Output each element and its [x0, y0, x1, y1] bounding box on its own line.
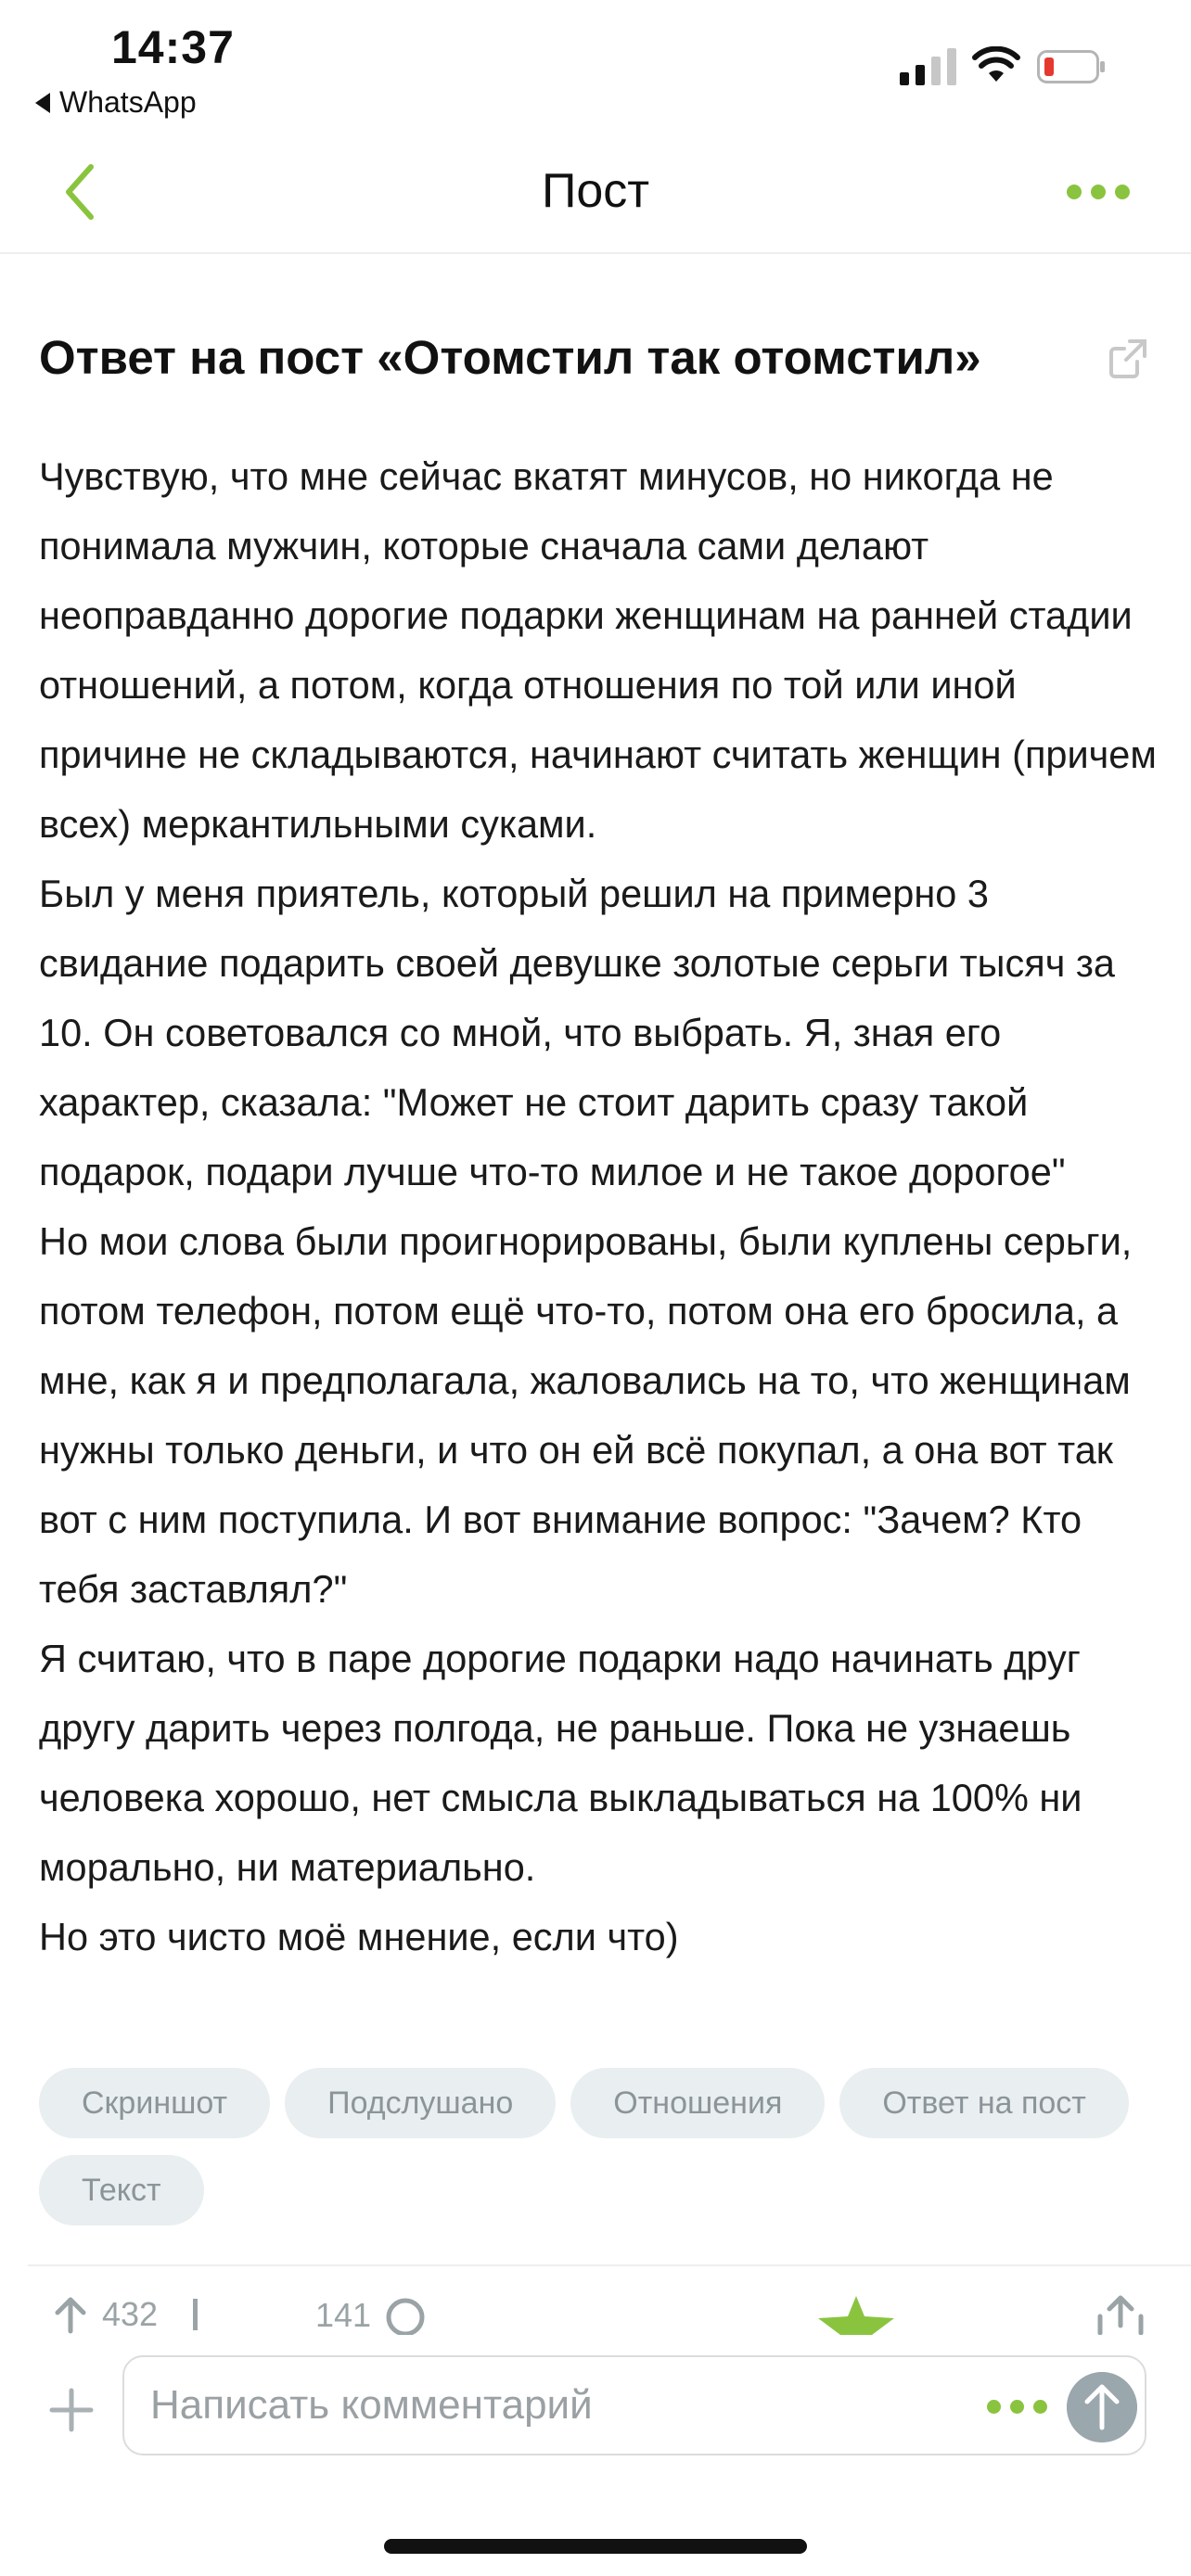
post-body: [39, 441, 1161, 1971]
cellular-signal-icon: [900, 48, 959, 85]
rating-divider: [193, 2299, 198, 2330]
upvote-arrow-icon[interactable]: [52, 2294, 89, 2335]
tag-chip[interactable]: Ответ на пост: [839, 2068, 1129, 2138]
share-external-icon[interactable]: [1106, 336, 1150, 380]
send-arrow-icon[interactable]: [1067, 2372, 1137, 2442]
post-paragraph: Но мои слова были проигнорированы, были куплены серьги, потом телефон, потом ещё что-то, потом она его бросила, а мне, как я и предполагала, жаловались на то, что женщинам нужны только деньги, и что он ей всё покупал, а она вот так вот с ним поступила. И вот внимание вопрос: "Зачем? Кто тебя заставлял?": [39, 1219, 1133, 1611]
tag-list: [39, 2068, 1161, 2225]
share-icon[interactable]: [1095, 2294, 1146, 2335]
post-paragraph: Но это чисто моё мнение, если что): [39, 1915, 679, 1958]
nav-divider: [0, 252, 1191, 254]
more-dots-icon[interactable]: [1067, 178, 1133, 206]
rating-count: 432: [102, 2295, 159, 2333]
back-triangle-icon: [35, 93, 50, 113]
save-star-icon[interactable]: [816, 2294, 896, 2335]
page-title: Пост: [541, 164, 650, 218]
tag-chip[interactable]: Скриншот: [39, 2068, 270, 2138]
comments-count-control[interactable]: [315, 2294, 427, 2335]
comment-options-icon[interactable]: [987, 2392, 1047, 2420]
post-paragraph: Чувствую, что мне сейчас вкатят минусов, но никогда не понимала мужчин, которые сначала сами делают неоправданно дорогие подарки женщинам на ранней стадии отношений, а потом, когда отношения по той или иной причине не складываются, начинают считать женщин (причем всех) меркантильными суками.: [39, 454, 1157, 846]
footer-divider: [28, 2264, 1191, 2266]
back-to-app-link[interactable]: [35, 85, 197, 120]
post-actions: [0, 2294, 1191, 2335]
add-attachment-icon[interactable]: [48, 2387, 95, 2433]
comments-count: 141: [315, 2296, 372, 2334]
tag-chip[interactable]: Текст: [39, 2155, 204, 2225]
post-paragraph: Я считаю, что в паре дорогие подарки надо начинать друг другу дарить через полгода, не раньше. Пока не узнаешь человека хорошо, нет смысла выкладываться на 100% ни морально, ни материально.: [39, 1637, 1082, 1889]
comment-input-placeholder: Написать комментарий: [150, 2382, 593, 2428]
post-title: Ответ на пост «Отомстил так отомстил»: [39, 331, 981, 384]
back-app-label: WhatsApp: [59, 85, 197, 119]
post-paragraph: Был у меня приятель, который решил на примерно 3 свидание подарить своей девушке золотые серьги тысяч за 10. Он советовался со мной, что выбрать. Я, зная его характер, сказала: "Может не стоит дарить сразу такой подарок, подари лучше что-то милое и не такое дорогое": [39, 872, 1115, 1193]
home-indicator: [384, 2539, 807, 2554]
tag-chip[interactable]: Подслушано: [285, 2068, 556, 2138]
comment-bubble-icon: [384, 2294, 427, 2335]
status-time: 14:37: [111, 21, 235, 73]
rating-control[interactable]: [52, 2294, 198, 2335]
comment-input[interactable]: [122, 2355, 1146, 2455]
wifi-icon: [972, 46, 1020, 83]
tag-chip[interactable]: Отношения: [570, 2068, 825, 2138]
battery-icon: [1037, 50, 1106, 83]
